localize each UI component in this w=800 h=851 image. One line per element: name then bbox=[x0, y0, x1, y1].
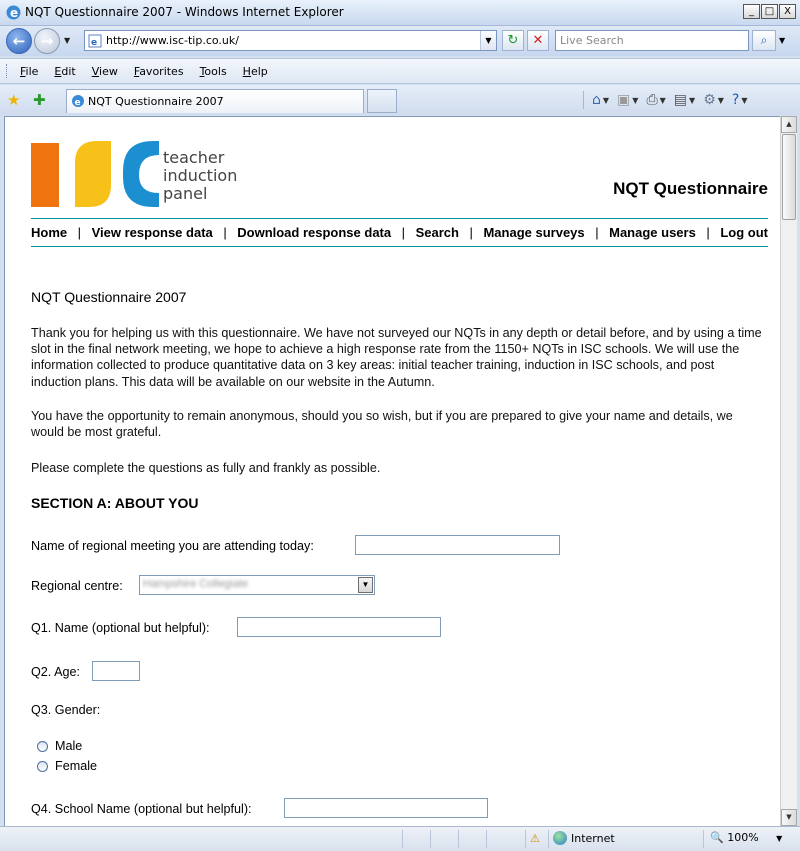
tab-bar bbox=[0, 85, 800, 115]
regional-centre-select[interactable] bbox=[139, 575, 375, 595]
age-input[interactable] bbox=[92, 661, 140, 681]
page-icon bbox=[71, 94, 85, 108]
svg-text:e: e bbox=[10, 6, 19, 20]
separator bbox=[583, 91, 584, 109]
nav-separator: | bbox=[77, 225, 82, 240]
add-favorite-icon[interactable]: ✚ bbox=[33, 91, 46, 109]
stop-button[interactable]: ✕ bbox=[527, 30, 549, 51]
nav-manage-surveys[interactable]: Manage surveys bbox=[483, 225, 585, 240]
anonymity-paragraph: You have the opportunity to remain anonymous, should you so wish, but if you are prepared to give your name and details, we would be most grateful. bbox=[31, 409, 733, 440]
menu-bar bbox=[0, 58, 800, 84]
menu-edit[interactable]: Edit bbox=[54, 65, 76, 78]
nav-download-response-data[interactable]: Download response data bbox=[237, 225, 392, 240]
nav-home[interactable]: Home bbox=[31, 225, 68, 240]
home-icon[interactable]: ⌂ bbox=[592, 92, 601, 108]
selected-value: Hampshire Collegiate bbox=[143, 578, 249, 590]
status-cell bbox=[525, 830, 526, 848]
scroll-up-icon[interactable]: ▲ bbox=[781, 116, 797, 133]
menu-help[interactable]: Help bbox=[242, 65, 268, 78]
nav-separator: | bbox=[223, 225, 227, 240]
nav-view-response-data[interactable]: View response data bbox=[91, 225, 213, 240]
back-button[interactable]: ← bbox=[6, 28, 32, 54]
status-cell bbox=[703, 830, 704, 848]
radio-label: Male bbox=[55, 739, 83, 753]
tools-gear-icon[interactable]: ⚙ bbox=[703, 92, 716, 108]
feeds-icon[interactable]: ▣ bbox=[617, 92, 631, 108]
menu-file[interactable]: File bbox=[20, 65, 39, 78]
question-name bbox=[31, 621, 210, 635]
radio-button[interactable] bbox=[37, 741, 48, 752]
nav-search[interactable]: Search bbox=[415, 225, 459, 240]
nav-separator: | bbox=[401, 225, 406, 240]
page-viewport bbox=[4, 116, 780, 826]
chevron-down-icon[interactable]: ▼ bbox=[659, 95, 666, 105]
school-name-input[interactable] bbox=[284, 798, 488, 818]
chevron-down-icon[interactable]: ▼ bbox=[358, 577, 373, 593]
status-cell bbox=[402, 830, 403, 848]
menu-favorites[interactable]: Favorites bbox=[133, 65, 184, 78]
radio-button[interactable] bbox=[37, 761, 48, 772]
nav-separator: | bbox=[469, 225, 473, 240]
protected-mode-icon[interactable]: ⚠ bbox=[530, 832, 540, 845]
divider bbox=[31, 246, 768, 247]
question-label: Q2. Age: bbox=[31, 665, 81, 679]
zone-label: Internet bbox=[571, 831, 615, 845]
window-title: NQT Questionnaire 2007 - Windows Internet Explorer bbox=[25, 5, 344, 19]
title-bar bbox=[0, 0, 800, 26]
question-label: Regional centre: bbox=[31, 579, 123, 593]
maximize-button[interactable]: □ bbox=[761, 4, 778, 19]
status-cell bbox=[458, 830, 459, 848]
question-label: Name of regional meeting you are attending today: bbox=[31, 539, 314, 553]
search-icon[interactable]: ⌕ bbox=[752, 30, 776, 51]
zoom-icon: 🔍 bbox=[710, 831, 724, 844]
page-menu-icon[interactable]: ▤ bbox=[673, 92, 688, 108]
question-label: Q3. Gender: bbox=[31, 703, 101, 717]
site-nav bbox=[31, 225, 768, 240]
tab-nqt-questionnaire[interactable] bbox=[66, 89, 364, 113]
help-icon[interactable]: ? bbox=[731, 92, 740, 108]
address-dropdown-icon[interactable]: ▼ bbox=[480, 31, 496, 50]
zoom-value: 100% bbox=[727, 831, 759, 844]
nav-separator: | bbox=[595, 225, 599, 240]
question-school-name bbox=[31, 802, 252, 816]
search-options-chevron-icon[interactable]: ▼ bbox=[779, 36, 786, 45]
logo-blue-shape bbox=[123, 141, 159, 207]
vertical-scrollbar[interactable] bbox=[780, 116, 797, 826]
chevron-down-icon[interactable]: ▼ bbox=[741, 95, 748, 105]
status-cell bbox=[548, 830, 549, 848]
toolbar-grip bbox=[6, 64, 9, 78]
regional-meeting-input[interactable] bbox=[355, 535, 560, 555]
nav-manage-users[interactable]: Manage users bbox=[609, 225, 696, 240]
address-bar[interactable] bbox=[84, 30, 497, 51]
svg-text:e: e bbox=[91, 38, 98, 48]
chevron-down-icon[interactable]: ▼ bbox=[717, 95, 724, 105]
tab-title: NQT Questionnaire 2007 bbox=[88, 95, 224, 108]
logo-text bbox=[163, 149, 237, 203]
svg-text:e: e bbox=[74, 98, 81, 108]
status-cell bbox=[430, 830, 431, 848]
site-heading: NQT Questionnaire bbox=[613, 179, 768, 198]
minimize-button[interactable]: _ bbox=[743, 4, 760, 19]
close-button[interactable]: X bbox=[779, 4, 796, 19]
address-toolbar bbox=[0, 26, 800, 56]
nav-separator: | bbox=[706, 225, 710, 240]
ie-logo-icon bbox=[5, 4, 22, 21]
new-tab-button[interactable] bbox=[367, 89, 397, 113]
logo-yellow-shape bbox=[75, 141, 111, 207]
chevron-down-icon[interactable]: ▼ bbox=[602, 95, 610, 105]
refresh-button[interactable]: ↻ bbox=[502, 30, 524, 51]
nav-log-out[interactable]: Log out bbox=[720, 225, 768, 240]
isc-logo[interactable] bbox=[31, 141, 251, 211]
status-cell bbox=[486, 830, 487, 848]
logo-word: panel bbox=[163, 184, 208, 203]
question-age bbox=[31, 665, 80, 679]
forward-button[interactable]: → bbox=[34, 28, 60, 54]
menu-view[interactable]: View bbox=[91, 65, 118, 78]
status-bar bbox=[0, 826, 800, 851]
instructions-paragraph: Please complete the questions as fully and frankly as possible. bbox=[31, 461, 381, 475]
divider bbox=[31, 218, 768, 219]
recent-pages-chevron-icon[interactable]: ▼ bbox=[64, 36, 71, 45]
question-label: Q4. School Name (optional but helpful): bbox=[31, 802, 252, 816]
chevron-down-icon[interactable]: ▼ bbox=[632, 95, 639, 105]
question-gender bbox=[31, 703, 100, 717]
question-regional-meeting bbox=[31, 539, 314, 553]
question-label: Q1. Name (optional but helpful): bbox=[31, 621, 210, 635]
zoom-level[interactable] bbox=[710, 831, 782, 844]
logo-orange-bar bbox=[31, 143, 59, 207]
scroll-down-icon[interactable]: ▼ bbox=[781, 809, 797, 826]
question-regional-centre bbox=[31, 578, 370, 593]
logo-word: teacher bbox=[163, 148, 225, 167]
name-input[interactable] bbox=[237, 617, 441, 637]
radio-label: Female bbox=[55, 759, 97, 773]
print-icon[interactable]: ⎙ bbox=[646, 92, 658, 108]
favorites-star-icon[interactable]: ★ bbox=[7, 91, 21, 109]
globe-icon bbox=[553, 831, 567, 845]
chevron-down-icon[interactable]: ▼ bbox=[689, 95, 696, 105]
menu-tools[interactable]: Tools bbox=[199, 65, 227, 78]
security-zone[interactable] bbox=[553, 831, 615, 845]
scroll-thumb[interactable] bbox=[782, 134, 796, 220]
search-input[interactable]: Live Search bbox=[555, 30, 749, 51]
logo-word: induction bbox=[163, 166, 238, 185]
page-icon bbox=[88, 34, 102, 48]
page-title: NQT Questionnaire 2007 bbox=[31, 289, 187, 305]
url-text[interactable]: http://www.isc-tip.co.uk/ bbox=[106, 34, 239, 47]
intro-paragraph: Thank you for helping us with this questionnaire. We have not surveyed our NQTs in any depth or detail before, and by using a time slot in the final network meeting, we hope to achieve a high response rate from the 1150+ NQTs in ISC schools. We will use the information collected to produce quantitative data on 3 key areas: initial teacher training, induction in ISC schools, and post induction plans. This data will be available on our website in the Autumn. bbox=[31, 326, 762, 389]
chevron-down-icon[interactable]: ▼ bbox=[776, 834, 783, 843]
section-heading: SECTION A: ABOUT YOU bbox=[31, 495, 199, 511]
